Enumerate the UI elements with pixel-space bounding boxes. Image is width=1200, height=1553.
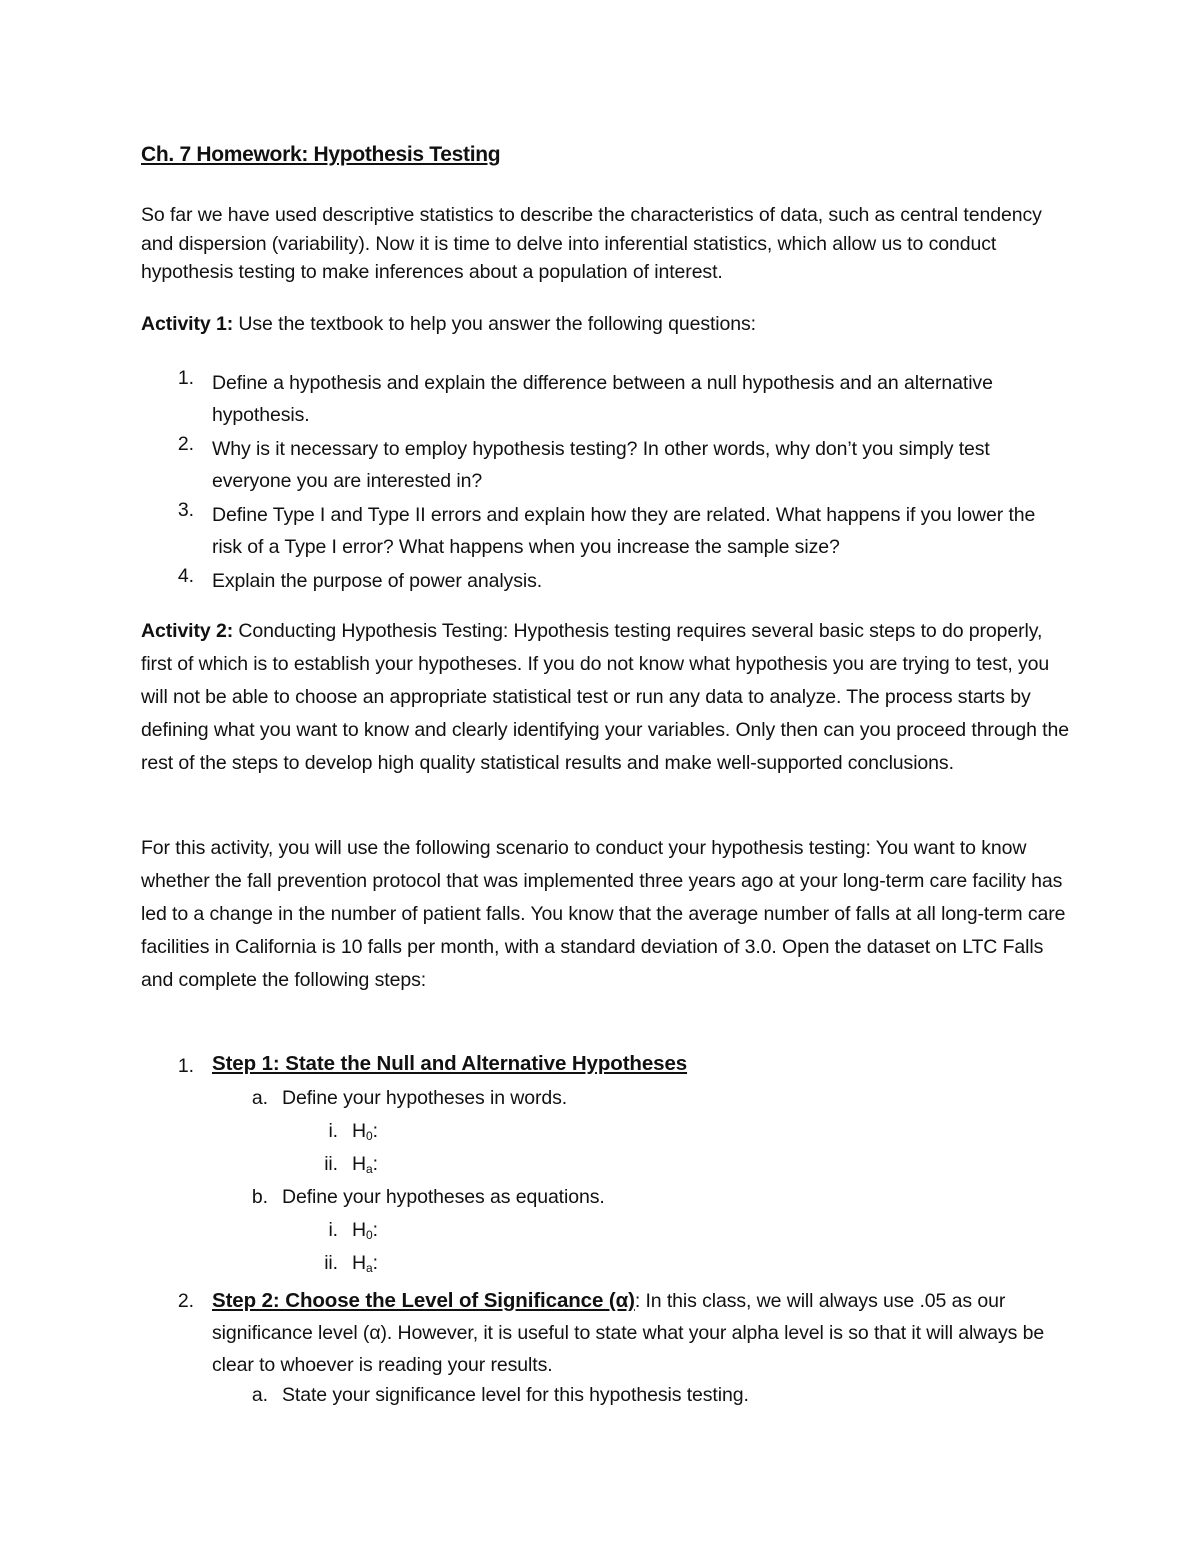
sub-item-letter: a. [251, 1087, 268, 1109]
step-1-heading: Step 1: State the Null and Alternative Hypotheses [212, 1052, 688, 1075]
step-2-heading: Step 2: Choose the Level of Significance (α) [212, 1289, 635, 1312]
scenario-paragraph: For this activity, you will use the following scenario to conduct your hypothesis testing: You want to know whether the fall prevention protocol that was implemented three years ago at your long-term care facility has led to a change in the number of patient falls. You know that the average number of falls at all long-term care facilities in California is 10 falls per month, with a standard deviation of 3.0. Open the dataset on LTC Falls and complete the following steps: [141, 837, 1066, 991]
sub-item-letter: a. [251, 1384, 268, 1406]
roman-numeral: ii. [324, 1252, 338, 1274]
intro-paragraph: So far we have used descriptive statistics to describe the characteristics of data, such as central tendency and dispersion (variability). Now it is time to delve into inferential statistics, which allow us to conduct hypothesis testing to make inferences about a population of interest. [141, 204, 1042, 283]
list-item: Why is it necessary to employ hypothesis testing? In other words, why don’t you simply test everyone you are interested in? [212, 438, 990, 492]
list-item: Define a hypothesis and explain the difference between a null hypothesis and an alternative hypothesis. [212, 372, 993, 426]
sub-item-letter: b. [251, 1186, 268, 1208]
null-hypothesis-equation: $H_0$: [352, 1219, 378, 1242]
question-number: 2. [177, 433, 194, 455]
step-number: 2. [177, 1290, 194, 1312]
roman-numeral: ii. [324, 1153, 338, 1175]
activity-1-text: Use the textbook to help you answer the following questions: [233, 313, 756, 335]
activity-2-label: Activity 2: [141, 620, 234, 642]
alternative-hypothesis-equation: $H_a$: [352, 1252, 378, 1275]
step-number: 1. [177, 1055, 194, 1077]
list-item: State your significance level for this hypothesis testing. [282, 1384, 749, 1406]
null-hypothesis-words: $H_0$: [352, 1120, 378, 1143]
list-item: Explain the purpose of power analysis. [212, 570, 543, 592]
roman-numeral: i. [328, 1219, 338, 1241]
activity-2-paragraph [141, 615, 1071, 780]
list-item: Define your hypotheses as equations. [282, 1186, 605, 1208]
step-1-title [212, 1050, 1082, 1078]
activity-2-text: Conducting Hypothesis Testing: Hypothesis testing requires several basic steps to do properly, first of which is to establish your hypotheses. If you do not know what hypothesis you are trying to test, you will not be able to choose an appropriate statistical test or run any data to analyze. The process starts by defining what you want to know and clearly identifying your variables. Only then can you proceed through the rest of the steps to develop high quality statistical results and make well-supported conclusions. [141, 620, 1069, 774]
alternative-hypothesis-words: $H_a$: [352, 1153, 378, 1176]
question-number: 4. [177, 565, 194, 587]
roman-numeral: i. [328, 1120, 338, 1142]
question-number: 3. [177, 499, 194, 521]
list-item: Define Type I and Type II errors and explain how they are related. What happens if you lower the risk of a Type I error? What happens when you increase the sample size? [212, 504, 1036, 558]
activity-1-heading [141, 313, 756, 336]
question-number: 1. [177, 367, 194, 389]
step-2-text: : In this class, we will always use .05 as our significance level (α). However, it is useful to state what your alpha level is so that it will always be clear to whoever is reading your results. [212, 1290, 1045, 1376]
page-title: Ch. 7 Homework: Hypothesis Testing [141, 143, 501, 166]
activity-1-label: Activity 1: [141, 313, 234, 335]
step-2-paragraph [212, 1285, 1062, 1381]
list-item: Define your hypotheses in words. [282, 1087, 568, 1109]
